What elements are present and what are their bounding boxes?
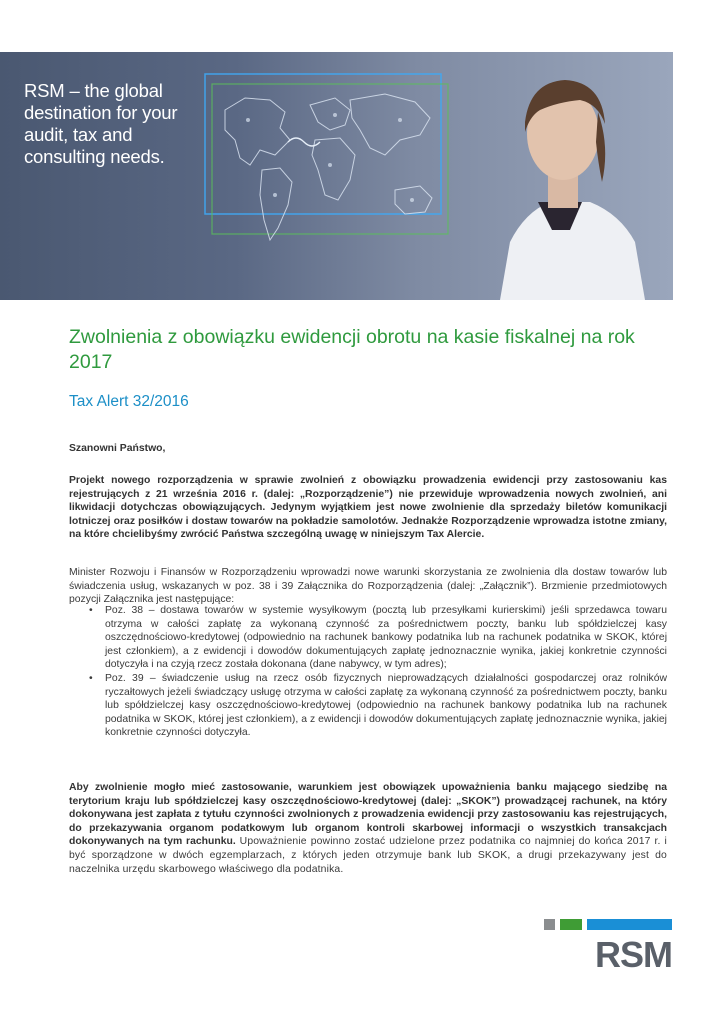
bullet-icon: • bbox=[89, 605, 93, 616]
list-item bbox=[69, 604, 667, 672]
bullet-icon: • bbox=[89, 672, 93, 684]
condition-paragraph bbox=[69, 781, 667, 876]
rsm-logo bbox=[544, 919, 672, 975]
list-item-text: Poz. 39 – świadczenie usług na rzecz osób fizycznych nieprowadzących działalności gospodarczej oraz rolników ryczałtowych jeżeli świadczący usługę otrzyma w całości zapłatę za wykonaną czynność za pośrednictwem poczty, banku lub spółdzielczej kasy oszczędnościowo-kredytowej (odpowiednio na rachunek bankowy podatnika lub na rachunek podatnika w SKOK, której jest członkiem), a z ewidencji i dowodów dokumentujących zapłatę jednoznacznie wynika, jakiej konkretnie czynności dotyczyła. bbox=[105, 672, 667, 739]
handshake-icon bbox=[288, 138, 320, 146]
greeting: Szanowni Państwo, bbox=[69, 443, 166, 454]
page-subtitle: Tax Alert 32/2016 bbox=[69, 393, 189, 410]
person-photo bbox=[430, 52, 673, 300]
banner-tagline: RSM – the global destination for your audit, tax and consulting needs. bbox=[24, 80, 178, 167]
world-map-graphic bbox=[200, 70, 450, 270]
page-title: Zwolnienia z obowiązku ewidencji obrotu na kasie fiskalnej na rok 2017 bbox=[69, 326, 635, 373]
logo-grey-bar bbox=[544, 919, 555, 930]
list-item bbox=[69, 672, 667, 740]
lead-paragraph: Projekt nowego rozporządzenia w sprawie zwolnień z obowiązku prowadzenia ewidencji przy zastosowaniu kas rejestrujących z 21 września 2016 r. (dalej: „Rozporządzenie”) nie przewiduje wprowadzenia nowych zwolnień, ani likwidacji dotychczas obowiązujących. Jedynym wyjątkiem jest nowe zwolnienie dla sprzedaży biletów komunikacji lotniczej oraz posiłków i dostaw towarów na pokładzie samolotów. Jednakże Rozporządzenie wprowadza istotne zmiany, na które chcielibyśmy zwrócić Państwa szczególną uwagę w niniejszym Tax Alercie. bbox=[69, 475, 667, 541]
intro-paragraph: Minister Rozwoju i Finansów w Rozporządzeniu wprowadzi nowe warunki skorzystania ze zwolnienia dla dostaw towarów lub świadczenia usług, wskazanych w poz. 38 i 39 Załącznika do Rozporządzenia (dalej: „Załącznik”). Brzmienie przedmiotowych pozycji Załącznika jest następujące: bbox=[69, 567, 667, 606]
logo-wordmark: RSM bbox=[595, 934, 672, 975]
list-item-text: Poz. 38 – dostawa towarów w systemie wysyłkowym (pocztą lub przesyłkami kurierskimi) jeśli sprzedawca towaru otrzyma w całości zapłatę za wykonaną czynność za pośrednictwem poczty, banku lub spółdzielczej kasy oszczędnościowo-kredytowej (odpowiednio na rachunek bankowy podatnika lub na rachunek podatnika w SKOK, której jest członkiem), a z ewidencji i dowodów dokumentujących zapłatę jednoznacznie wynika, jakiej konkretnie czynności dotyczyła i na czyją rzecz została dokonana (dane nabywcy, w tym adres); bbox=[105, 605, 667, 671]
condition-bold-text: Aby zwolnienie mogło mieć zastosowanie, warunkiem jest obowiązek upoważnienia banku mającego siedzibę na terytorium kraju lub spółdzielczej kasy oszczędnościowo-kredytowej (dalej: „SKOK”) prowadzącej rachunek, na który dokonywana jest zapłata z tytułu czynności zwolnionych z prowadzenia ewidencji przy zastosowaniu kas rejestrujących, do przekazywania organom podatkowym lub organom kontroli skarbowej informacji o wszystkich transakcjach dokonywanych na tym rachunku. bbox=[69, 782, 667, 848]
condition-rest-text: Upoważnienie powinno zostać udzielone przez podatnika co najmniej do końca 2017 r. i być sporządzone w dwóch egzemplarzach, z których jeden otrzymuje bank lub SKOK, a drugi przekazywany jest do naczelnika urzędu skarbowego właściwego dla podatnika. bbox=[69, 836, 667, 875]
hero-banner bbox=[0, 52, 673, 300]
logo-green-bar bbox=[560, 919, 582, 930]
bullet-list bbox=[69, 604, 667, 740]
logo-blue-bar bbox=[587, 919, 672, 930]
